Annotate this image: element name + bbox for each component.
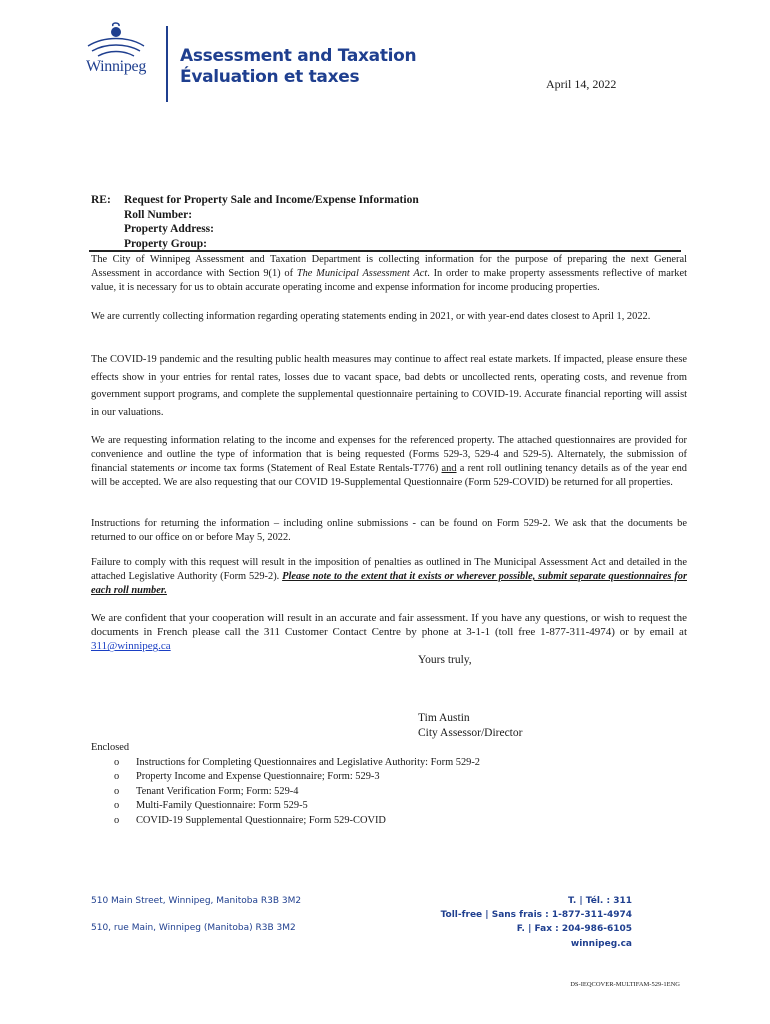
footer-address-fr: 510, rue Main, Winnipeg (Manitoba) R3B 3M2 — [91, 923, 296, 933]
subject-divider — [89, 250, 681, 252]
paragraph-contact: We are confident that your cooperation will result in an accurate and fair assessment. If you have any questions, or wish to request the documents in French please call the 311 Customer Contact Centre by phone at 3-1-1 (toll free 1-877-311-4974) or by email at 311@winnipeg.ca — [91, 612, 687, 653]
paragraph-covid: The COVID-19 pandemic and the resulting public health measures may continue to affect real estate markets. If impacted, please ensure these effects show in your entries for rental rates, losses due to vacant space, bad debts or uncollected rents, operating costs, and revenue from government support programs, and complete the supplemental questionnaire pertaining to COVID-19. Accurate financial reporting will assist in our valuations. — [91, 354, 687, 418]
footer-address-en: 510 Main Street, Winnipeg, Manitoba R3B 3M2 — [91, 896, 302, 906]
letter-date: April 14, 2022 — [546, 77, 617, 91]
email-link[interactable]: 311@winnipeg.ca — [91, 640, 171, 653]
list-item: o Multi-Family Questionnaire: Form 529-5 — [114, 800, 308, 812]
footer-phone: T. | Tél. : 311 — [568, 896, 632, 906]
property-group-label: Property Group: — [124, 237, 207, 250]
list-item: o Instructions for Completing Questionnaires and Legislative Authority: Form 529-2 — [114, 757, 480, 768]
paragraph-instructions: Instructions for returning the information – including online submissions - can be found on Form 529-2. We ask that the documents be returned to our office on or before May 5, 2022. — [91, 518, 687, 543]
salutation: Yours truly, — [418, 654, 472, 666]
paragraph-penalties: Failure to comply with this request will result in the imposition of penalties as outlined in The Municipal Assessment Act and detailed in the attached Legislative Authority (Form 529-2). Please note to the extent that it exists or wherever possible, submit separate questionnaires for each roll number. — [91, 557, 687, 596]
department-name — [180, 46, 416, 88]
signatory-title: City Assessor/Director — [418, 727, 523, 739]
re-label: RE: — [91, 194, 111, 206]
logo-wordmark: Winnipeg — [85, 58, 147, 75]
header-divider — [166, 26, 168, 102]
enclosed-label: Enclosed — [91, 742, 130, 753]
property-address-label: Property Address: — [124, 223, 214, 235]
roll-number-label: Roll Number: — [124, 208, 193, 221]
paragraph-purpose: The City of Winnipeg Assessment and Taxation Department is collecting information for the purpose of preparing the next General Assessment in accordance with Section 9(1) of The Municipal Assessment Act. In order to make property assessments reflective of market value, it is necessary for us to obtain accurate operating income and expense information for income producing properties. — [91, 254, 687, 293]
enclosed-list — [91, 756, 480, 828]
footer-contact — [441, 894, 632, 951]
form-code: DS-IEQCOVER-MULTIFAM-529-1ENG — [570, 981, 680, 988]
signatory-name: Tim Austin — [418, 712, 470, 724]
logo-emblem-icon — [76, 22, 156, 62]
department-name-en: Assessment and Taxation — [180, 46, 417, 66]
list-item: o COVID-19 Supplemental Questionnaire; Form 529-COVID — [114, 814, 386, 826]
list-item: o Property Income and Expense Questionnaire; Form: 529-3 — [114, 771, 380, 783]
winnipeg-logo — [76, 22, 156, 92]
footer-website[interactable]: winnipeg.ca — [570, 938, 632, 949]
footer-fax: F. | Fax : 204-986-6105 — [516, 924, 632, 935]
paragraph-request: We are requesting information relating to the income and expenses for the referenced property. The attached questionnaires are provided for convenience and outline the type of information that is being requested (Forms 529-3, 529-4 and 529-5). Alternately, the submission of financial statements or income tax forms (Statement of Real Estate Rentals-T776) and a rent roll outlining tenancy details as of the year end will be accepted. We are also requesting that our COVID 19-Supplemental Questionnaire (Form 529-COVID) be returned for all properties. — [91, 435, 688, 488]
footer-tollfree: Toll-free | Sans frais : 1-877-311-4974 — [440, 910, 632, 921]
list-item: o Tenant Verification Form; Form: 529-4 — [114, 785, 299, 797]
subject-title: Request for Property Sale and Income/Expense Information — [124, 194, 419, 206]
department-name-fr: Évaluation et taxes — [180, 67, 360, 87]
paragraph-operating-statements: We are currently collecting information regarding operating statements ending in 2021, or with year-end dates closest to April 1, 2022. — [91, 311, 651, 322]
